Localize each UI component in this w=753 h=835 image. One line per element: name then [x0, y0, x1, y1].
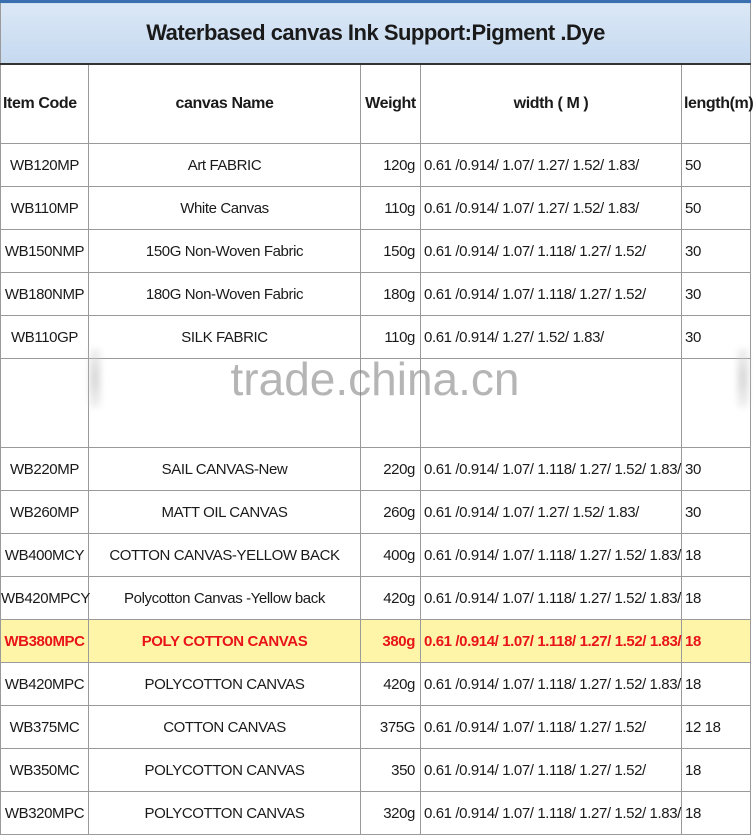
weight-cell: 150g: [361, 230, 421, 273]
weight-cell: 110g: [361, 316, 421, 359]
canvas-name-cell: 180G Non-Woven Fabric: [89, 273, 361, 316]
width-cell: 0.61 /0.914/ 1.07/ 1.118/ 1.27/ 1.52/ 1.83/: [421, 620, 682, 663]
watermark-glow-left: [88, 348, 102, 408]
table-row: [1, 792, 751, 835]
header-length: length(m): [682, 64, 751, 144]
width-cell: 0.61 /0.914/ 1.27/ 1.52/ 1.83/: [421, 316, 682, 359]
item-code-cell: WB150NMP: [1, 230, 89, 273]
item-code-cell: WB120MP: [1, 144, 89, 187]
table-row: [1, 144, 751, 187]
width-cell: 0.61 /0.914/ 1.07/ 1.118/ 1.27/ 1.52/: [421, 749, 682, 792]
width-cell: 0.61 /0.914/ 1.07/ 1.118/ 1.27/ 1.52/ 1.83/: [421, 534, 682, 577]
table-title: Waterbased canvas Ink Support:Pigment .Dye: [1, 2, 751, 65]
length-cell: 18: [682, 534, 751, 577]
empty-cell: [1, 359, 89, 448]
weight-cell: 375G: [361, 706, 421, 749]
length-cell: 50: [682, 187, 751, 230]
length-cell: 30: [682, 448, 751, 491]
canvas-name-cell: COTTON CANVAS: [89, 706, 361, 749]
weight-cell: 120g: [361, 144, 421, 187]
weight-cell: 320g: [361, 792, 421, 835]
length-cell: 30: [682, 491, 751, 534]
weight-cell: 260g: [361, 491, 421, 534]
table-row: [1, 706, 751, 749]
weight-cell: 420g: [361, 577, 421, 620]
item-code-cell: WB400MCY: [1, 534, 89, 577]
canvas-name-cell: White Canvas: [89, 187, 361, 230]
item-code-cell: WB375MC: [1, 706, 89, 749]
table-row: [1, 577, 751, 620]
length-cell: 18: [682, 620, 751, 663]
item-code-cell: WB320MPC: [1, 792, 89, 835]
canvas-name-cell: Art FABRIC: [89, 144, 361, 187]
length-cell: 12 18: [682, 706, 751, 749]
header-weight: Weight: [361, 64, 421, 144]
empty-cell: [361, 359, 421, 448]
width-cell: 0.61 /0.914/ 1.07/ 1.27/ 1.52/ 1.83/: [421, 144, 682, 187]
width-cell: 0.61 /0.914/ 1.07/ 1.118/ 1.27/ 1.52/ 1.83/: [421, 448, 682, 491]
canvas-name-cell: POLYCOTTON CANVAS: [89, 663, 361, 706]
item-code-cell: WB420MPCY: [1, 577, 89, 620]
watermark-text: trade.china.cn: [230, 353, 520, 405]
table-row: [1, 448, 751, 491]
table-row-highlighted: [1, 620, 751, 663]
item-code-cell: WB350MC: [1, 749, 89, 792]
length-cell: 18: [682, 577, 751, 620]
length-cell: 30: [682, 273, 751, 316]
header-row: [1, 64, 751, 144]
empty-cell: [421, 359, 682, 448]
width-cell: 0.61 /0.914/ 1.07/ 1.118/ 1.27/ 1.52/: [421, 273, 682, 316]
empty-cell: [89, 359, 361, 448]
canvas-name-cell: MATT OIL CANVAS: [89, 491, 361, 534]
canvas-name-cell: SILK FABRIC: [89, 316, 361, 359]
watermark-gap-row: [1, 359, 751, 448]
canvas-name-cell: COTTON CANVAS-YELLOW BACK: [89, 534, 361, 577]
table-row: [1, 316, 751, 359]
width-cell: 0.61 /0.914/ 1.07/ 1.118/ 1.27/ 1.52/ 1.83/: [421, 577, 682, 620]
canvas-name-cell: POLY COTTON CANVAS: [89, 620, 361, 663]
header-canvas-name: canvas Name: [89, 64, 361, 144]
item-code-cell: WB420MPC: [1, 663, 89, 706]
canvas-name-cell: SAIL CANVAS-New: [89, 448, 361, 491]
width-cell: 0.61 /0.914/ 1.07/ 1.118/ 1.27/ 1.52/: [421, 230, 682, 273]
canvas-name-cell: 150G Non-Woven Fabric: [89, 230, 361, 273]
length-cell: 18: [682, 663, 751, 706]
length-cell: 30: [682, 230, 751, 273]
weight-cell: 110g: [361, 187, 421, 230]
weight-cell: 380g: [361, 620, 421, 663]
item-code-cell: WB220MP: [1, 448, 89, 491]
width-cell: 0.61 /0.914/ 1.07/ 1.118/ 1.27/ 1.52/ 1.83/: [421, 792, 682, 835]
header-width: width ( M ): [421, 64, 682, 144]
length-cell: 50: [682, 144, 751, 187]
length-cell: 18: [682, 792, 751, 835]
length-cell: 30: [682, 316, 751, 359]
table-row: [1, 663, 751, 706]
weight-cell: 350: [361, 749, 421, 792]
table-row: [1, 534, 751, 577]
weight-cell: 180g: [361, 273, 421, 316]
watermark-glow-right: [736, 348, 750, 408]
canvas-name-cell: Polycotton Canvas -Yellow back: [89, 577, 361, 620]
length-cell: 18: [682, 749, 751, 792]
item-code-cell: WB380MPC: [1, 620, 89, 663]
table-row: [1, 230, 751, 273]
width-cell: 0.61 /0.914/ 1.07/ 1.27/ 1.52/ 1.83/: [421, 491, 682, 534]
item-code-cell: WB260MP: [1, 491, 89, 534]
canvas-name-cell: POLYCOTTON CANVAS: [89, 792, 361, 835]
table-row: [1, 187, 751, 230]
width-cell: 0.61 /0.914/ 1.07/ 1.118/ 1.27/ 1.52/ 1.83/: [421, 663, 682, 706]
item-code-cell: WB180NMP: [1, 273, 89, 316]
title-row: [1, 2, 751, 65]
canvas-name-cell: POLYCOTTON CANVAS: [89, 749, 361, 792]
table-row: [1, 491, 751, 534]
table-row: [1, 749, 751, 792]
item-code-cell: WB110GP: [1, 316, 89, 359]
table-row: [1, 273, 751, 316]
width-cell: 0.61 /0.914/ 1.07/ 1.27/ 1.52/ 1.83/: [421, 187, 682, 230]
weight-cell: 420g: [361, 663, 421, 706]
weight-cell: 400g: [361, 534, 421, 577]
weight-cell: 220g: [361, 448, 421, 491]
item-code-cell: WB110MP: [1, 187, 89, 230]
width-cell: 0.61 /0.914/ 1.07/ 1.118/ 1.27/ 1.52/: [421, 706, 682, 749]
header-item-code: Item Code: [1, 64, 89, 144]
